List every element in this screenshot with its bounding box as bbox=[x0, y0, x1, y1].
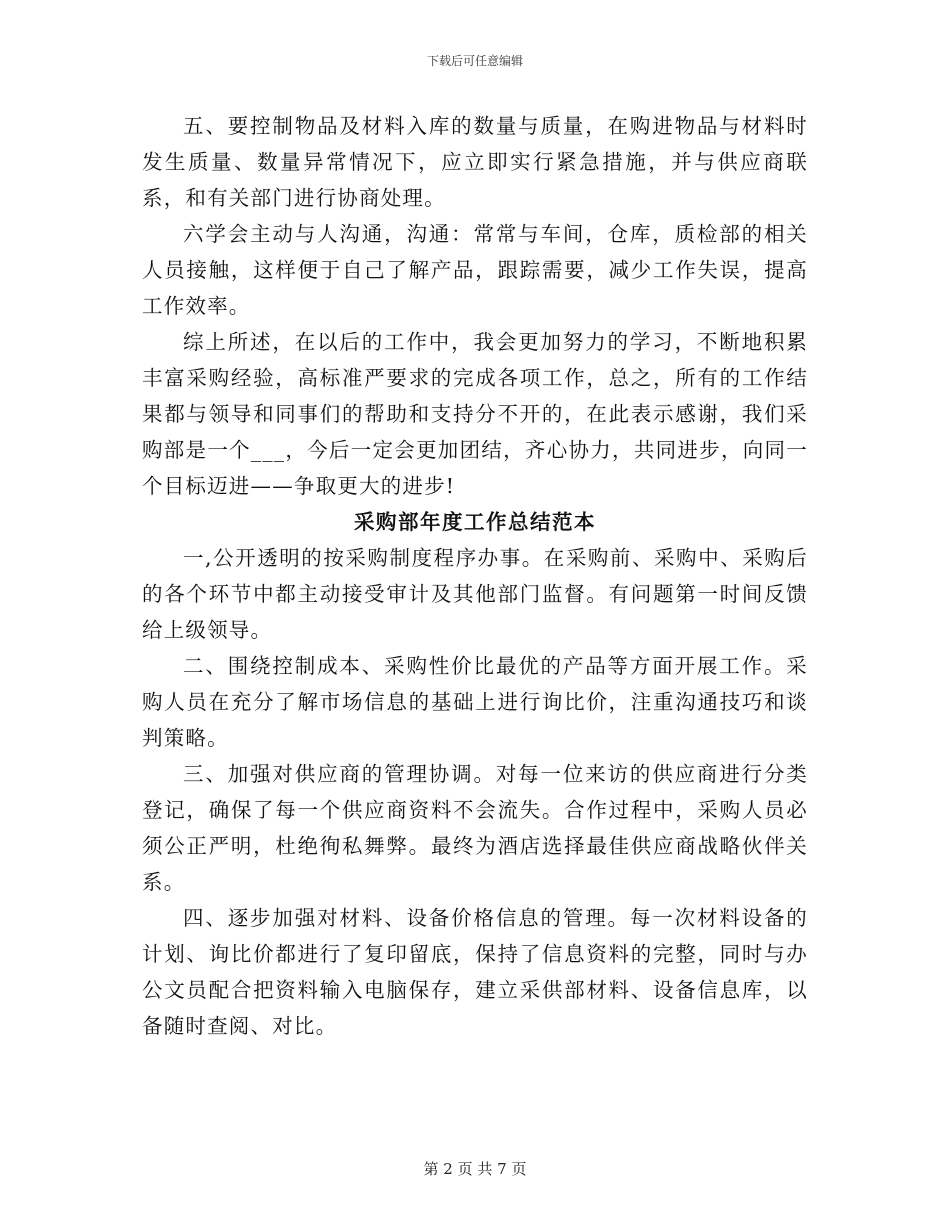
paragraph-6: 六学会主动与人沟通，沟通：常常与车间，仓库，质检部的相关人员接触，这样便于自己了解产品，跟踪需要，减少工作失误，提高工作效率。 bbox=[142, 222, 808, 318]
paragraph-3: 三、加强对供应商的管理协调。对每一位来访的供应商进行分类登记，确保了每一个供应商资料不会流失。合作过程中，采购人员必须公正严明，杜绝徇私舞弊。最终为酒店选择最佳供应商战略伙伴关系。 bbox=[142, 762, 808, 894]
paragraph-2: 二、围绕控制成本、采购性价比最优的产品等方面开展工作。采购人员在充分了解市场信息的基础上进行询比价，注重沟通技巧和谈判策略。 bbox=[142, 654, 808, 750]
paragraph-1: 一,公开透明的按采购制度程序办事。在采购前、采购中、采购后的各个环节中都主动接受审计及其他部门监督。有问题第一时间反馈给上级领导。 bbox=[142, 546, 808, 642]
section-title: 采购部年度工作总结范本 bbox=[354, 510, 596, 534]
page-number: 第 2 页 共 7 页 bbox=[423, 1160, 527, 1178]
paragraph-summary: 综上所述，在以后的工作中，我会更加努力的学习，不断地积累丰富采购经验，高标准严要求的完成各项工作，总之，所有的工作结果都与领导和同事们的帮助和支持分不开的，在此表示感谢，我们采购部是一个___，今后一定会更加团结，齐心协力，共同进步，向同一个目标迈进——争取更大的进步! bbox=[142, 330, 808, 498]
header-note: 下载后可任意编辑 bbox=[426, 54, 523, 68]
paragraph-4: 四、逐步加强对材料、设备价格信息的管理。每一次材料设备的计划、询比价都进行了复印留底，保持了信息资料的完整，同时与办公文员配合把资料输入电脑保存，建立采供部材料、设备信息库，以备随时查阅、对比。 bbox=[142, 906, 808, 1038]
paragraph-5: 五、要控制物品及材料入库的数量与质量，在购进物品与材料时发生质量、数量异常情况下，应立即实行紧急措施，并与供应商联系，和有关部门进行协商处理。 bbox=[142, 114, 808, 210]
document-body bbox=[142, 108, 808, 1044]
